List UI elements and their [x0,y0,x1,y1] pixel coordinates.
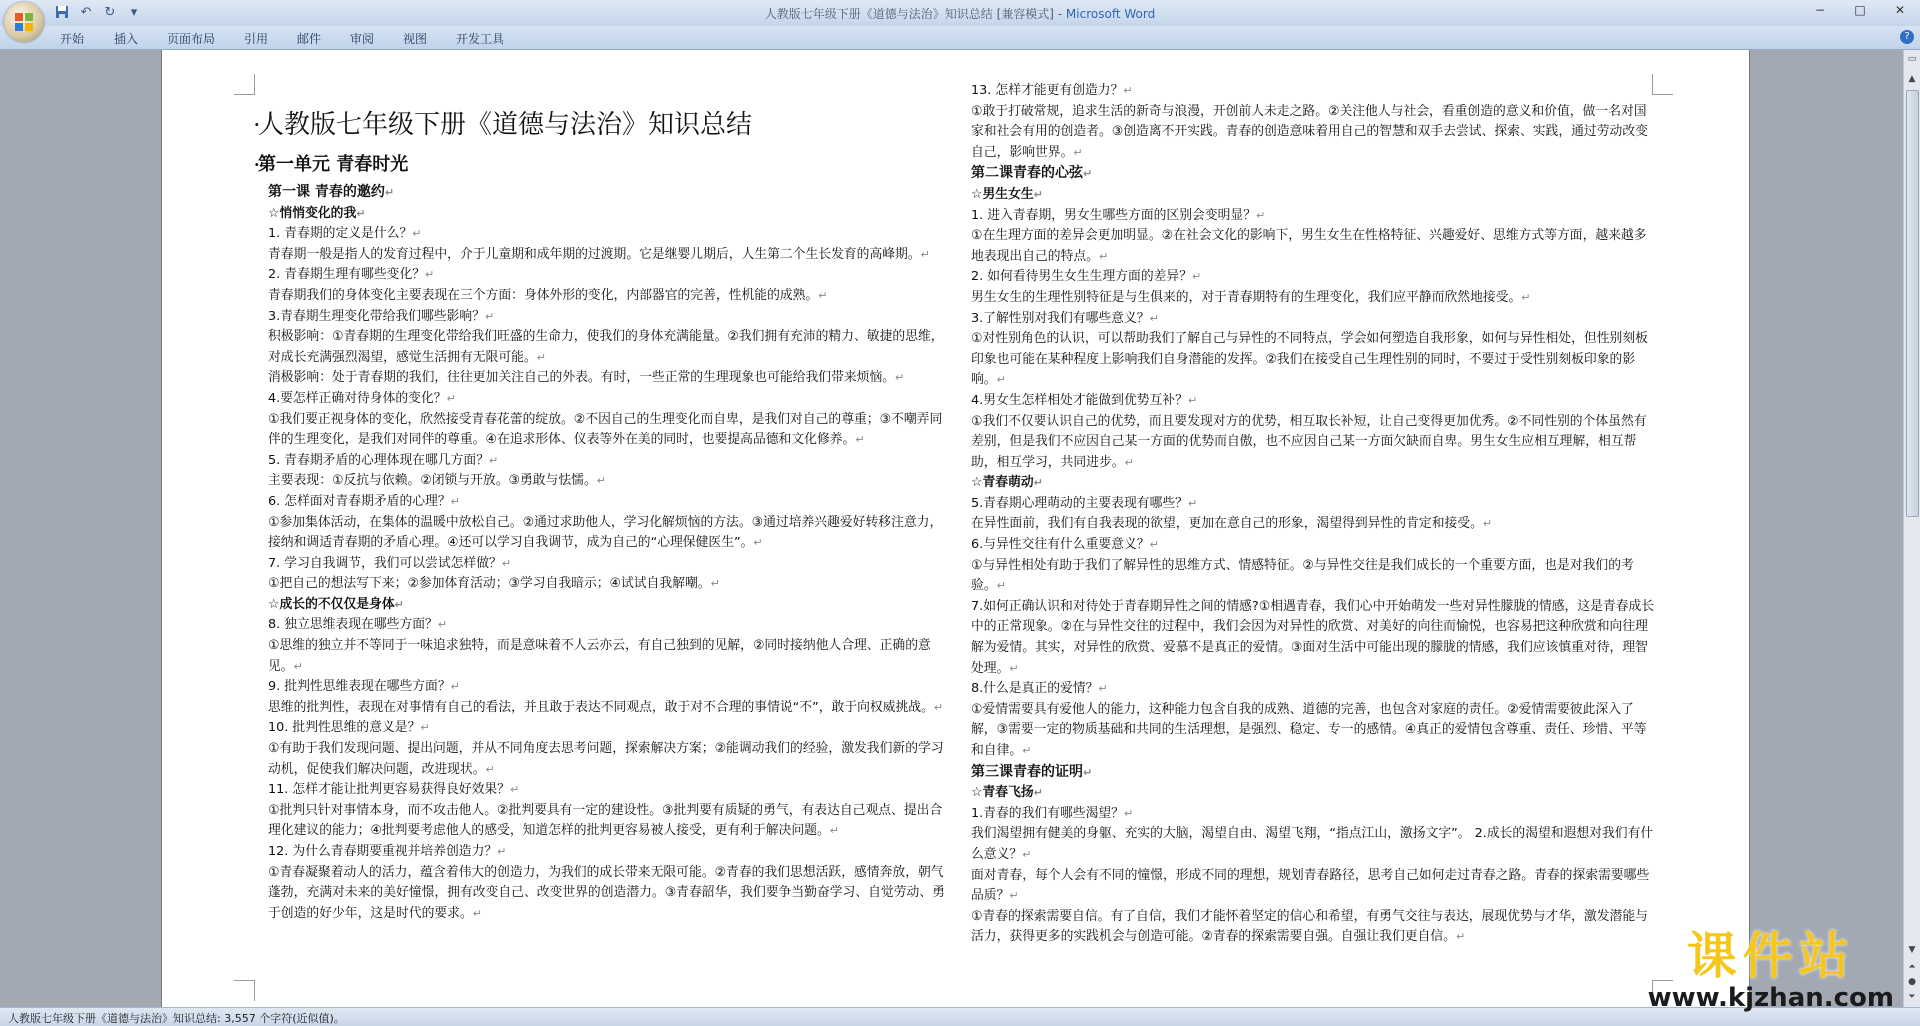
close-button[interactable]: ✕ [1894,3,1906,17]
right-column [971,81,1659,948]
paragraph-text: 在异性面前，我们有自我表现的欲望，更加在意自己的形象，渴望得到异性的肯定和接受。 [971,516,1483,532]
crop-mark-top-left [234,74,255,95]
paragraph-text: 我们渴望拥有健美的身躯、充实的大脑，渴望自由、渴望飞翔，“指点江山，激扬文字”。 2.成长的渴望和遐想对我们有什么意义？ [971,826,1654,862]
paragraph-mark-icon: ↵ [1083,167,1093,181]
paragraph-mark-icon: ↵ [1009,889,1019,903]
paragraph [971,309,1659,330]
paragraph-mark-icon: ↵ [1123,806,1134,820]
paragraph [971,804,1659,825]
paragraph [971,288,1659,309]
paragraph-text: 青春期我们的身体变化主要表现在三个方面：身体外形的变化，内部器官的完善，性机能的成熟。 [268,287,819,303]
section-heading [971,185,1659,206]
paragraph [268,615,950,636]
paragraph [971,824,1659,865]
left-column [254,102,950,924]
scroll-up-icon[interactable]: ▲ [1908,74,1916,84]
paragraph [971,267,1659,288]
paragraph [268,636,950,677]
paragraph-text: ①参加集体活动，在集体的温暖中放松自己。②通过求助他人，学习化解烦恼的方法。③通过培养兴趣爱好转移注意力，接纳和调适青春期的矛盾心理。④还可以学习自我调节，成为自己的“心理保健医生”。 [268,514,943,551]
paragraph-mark-icon: ↵ [1187,393,1198,407]
tab-insert[interactable]: 插入 [114,32,139,46]
paragraph [268,863,950,925]
paragraph [268,677,950,698]
maximize-button[interactable]: □ [1854,3,1866,17]
select-browse-object-icon[interactable]: ● [1908,977,1916,987]
paragraph-text: 面对青春，每个人会有不同的憧憬，形成不同的理想，规划青春路径，思考自己如何走过青春之路。青春的探索需要哪些品质？ [971,867,1650,904]
paragraph-text: 11. 怎样才能让批判更容易获得良好效果？ [268,782,510,798]
paragraph-text: ☆青春飞扬 [971,785,1034,801]
paragraph-mark-icon: ↵ [420,721,430,735]
paragraph-text: ①思维的独立并不等同于一味追求独特，而是意味着不人云亦云，有自己独到的见解，②同时接纳他人合理、正确的意见。 [268,638,931,674]
watermark [1648,928,1894,1012]
paragraph [268,801,950,842]
help-icon[interactable]: ? [1900,30,1914,44]
paragraph-mark-icon: ↵ [1098,249,1109,263]
scrollbar-thumb[interactable] [1906,90,1919,517]
next-page-icon[interactable]: ⏷ [1908,992,1916,1002]
paragraph-text: ☆悄悄变化的我 [268,205,357,221]
paragraph-text: 6. 怎样面对青春期矛盾的心理？ [268,493,451,509]
paragraph-mark-icon: ↵ [384,186,395,199]
paragraph [268,265,950,286]
paragraph-mark-icon: ↵ [920,247,930,261]
status-word-count[interactable]: 人教版七年级下册《道德与法治》知识总结: 3,557 个字符(近似值)。 [8,1012,345,1025]
section-heading [268,204,950,225]
paragraph [971,102,1659,164]
paragraph [268,574,950,595]
paragraph [268,389,950,410]
window-title-app: Microsoft Word [1065,7,1156,21]
paragraph [268,718,950,739]
paragraph [268,451,950,472]
ruler-toggle-icon[interactable]: ▭ [1907,54,1917,64]
office-button[interactable] [4,2,44,42]
paragraph [268,224,950,245]
paragraph [268,471,950,492]
paragraph-text: ①青春凝聚着动人的活力，蕴含着伟大的创造力，为我们的成长带来无限可能。②青春的我们思想活跃，感情奔放，朝气蓬勃，充满对未来的美好憧憬，拥有改变自己、改变世界的创造潜力。③青春韶华，我们要争当勤奋学习、自觉劳动、勇于创造的好少年，这是时代的要求。 [268,864,945,921]
paragraph-text: ①敢于打破常规，追求生活的新奇与浪漫，开创前人未走之路。②关注他人与社会，看重创造的意义和价值，做一名对国家和社会有用的创造者。③创造离不开实践。青春的创造意味着用自己的智慧和双手去尝试、探索、实践，通过劳动改变自己，影响世界。 [971,103,1648,160]
paragraph [268,327,950,368]
paragraph-text: 4.要怎样正确对待身体的变化？ [268,390,447,406]
window-title [0,5,1920,22]
redo-icon[interactable]: ↻ [104,5,116,20]
paragraph-mark-icon: ↵ [437,618,448,632]
paragraph-mark-icon: ↵ [1033,786,1043,800]
paragraph-text: 消极影响：处于青春期的我们，往往更加关注自己的外表。有时，一些正常的生理现象也可能给我们带来烦恼。 [268,370,896,386]
tab-review[interactable]: 审阅 [350,32,375,46]
paragraph-mark-icon: ↵ [1022,847,1032,861]
tab-mailings[interactable]: 邮件 [297,32,322,46]
paragraph-text: ①有助于我们发现问题、提出问题，并从不同角度去思考问题，探索解决方案；②能调动我们的经验，激发我们新的学习动机，促使我们解决问题，改进现状。 [268,741,944,777]
paragraph-mark-icon: ↵ [710,577,720,591]
left-paragraphs [258,182,950,924]
paragraph-text: 4.男女生怎样相处才能做到优势互补？ [971,392,1188,408]
paragraph-mark-icon: ↵ [356,206,366,220]
ribbon-tab-bar [0,26,1920,50]
paragraph-text: 青春期一般是指人的发育过程中，介于儿童期和成年期的过渡期。它是继婴儿期后，人生第二个生长发育的高峰期。 [268,246,921,262]
window-title-doc: 人教版七年级下册《道德与法治》知识总结 [兼容模式] - [764,7,1066,21]
paragraph-text: 男生女生的生理性别特征是与生俱来的，对于青春期特有的生理变化，我们应平静而欣然地接受。 [971,289,1522,305]
paragraph-text: 9. 批判性思维表现在哪些方面？ [268,679,451,695]
document-page[interactable] [161,50,1750,1007]
paragraph-mark-icon: ↵ [293,659,303,673]
paragraph-text: 6.与异性交往有什么重要意义？ [971,537,1150,553]
paragraph-mark-icon: ↵ [1033,476,1043,490]
paragraph-mark-icon: ↵ [472,906,482,920]
paragraph [971,494,1659,515]
paragraph-text: 13. 怎样才能更有创造力？ [971,83,1124,98]
paragraph [268,286,950,307]
paragraph [971,556,1659,597]
paragraph [971,412,1659,474]
section-heading [971,783,1659,804]
document-workspace [0,50,1904,1007]
previous-page-icon[interactable]: ⏶ [1908,962,1916,972]
paragraph-text: ①批判只针对事情本身，而不攻击他人。②批判要具有一定的建设性。③批判要有质疑的勇气，有表达自己观点、提出合理化建议的能力；④批判要考虑他人的感受，知道怎样的批判更容易被人接受，更有利于解决问题。 [268,802,943,839]
paragraph-text: 7. 学习自我调节，我们可以尝试怎样做？ [268,555,502,571]
paragraph-mark-icon: ↵ [450,494,460,508]
paragraph [971,391,1659,412]
paragraph-mark-icon: ↵ [1033,187,1043,201]
paragraph-mark-icon: ↵ [1187,496,1198,510]
paragraph [971,535,1659,556]
paragraph-text: 2. 青春期生理有哪些变化？ [268,267,426,283]
paragraph-text: ①在生理方面的差异会更加明显。②在社会文化的影响下，男生女生在性格特征、兴趣爱好、思维方式等方面，越来越多地表现出自己的特点。 [971,228,1647,264]
paragraph-mark-icon: ↵ [501,556,512,570]
save-icon[interactable] [54,5,70,21]
paragraph-text: 第三课青春的证明 [971,763,1083,780]
tab-view[interactable]: 视图 [403,32,428,46]
paragraph-text: 主要表现：①反抗与依赖。②闭锁与开放。③勇敢与怯懦。 [268,473,597,489]
paragraph [268,492,950,513]
lesson-heading [971,163,1659,185]
paragraph-mark-icon: ↵ [818,288,828,302]
paragraph-text: 积极影响：①青春期的生理变化带给我们旺盛的生命力，使我们的身体充满能量。②我们拥有充沛的精力、敏捷的思维，对成长充满强烈渴望，感觉生活拥有无限可能。 [268,329,944,365]
right-paragraphs [971,81,1659,948]
paragraph-mark-icon: ↵ [1124,455,1134,469]
paragraph-text: 思维的批判性，表现在对事情有自己的看法，并且敢于表达不同观点，敢于对不合理的事情说“不”，敢于向权威挑战。 [268,699,934,715]
paragraph [971,866,1659,907]
watermark-url: www.kjzhan.com [1647,983,1894,1013]
paragraph-text: ☆青春萌动 [971,475,1034,491]
paragraph-text: 第二课青春的心弦 [971,165,1083,182]
paragraph [268,245,950,266]
tab-references[interactable]: 引用 [244,32,269,46]
tab-home[interactable]: 开始 [60,32,85,46]
paragraph-mark-icon: ↵ [1455,930,1466,944]
paragraph [971,700,1659,762]
paragraph-mark-icon: ↵ [996,373,1006,387]
unit-title: · 第一单元 青春时光 [254,154,409,175]
paragraph-mark-icon: ↵ [1521,290,1531,304]
paragraph-mark-icon: ↵ [489,453,499,467]
paragraph-mark-icon: ↵ [1482,517,1493,531]
paragraph-mark-icon: ↵ [1256,208,1266,222]
status-bar [0,1007,1920,1026]
paragraph [268,554,950,575]
paragraph-mark-icon: ↵ [485,762,495,776]
paragraph [971,329,1659,391]
paragraph-mark-icon: ↵ [1149,538,1159,552]
paragraph-text: 1. 青春期的定义是什么？ [268,226,413,242]
paragraph-mark-icon: ↵ [536,350,546,364]
paragraph-mark-icon: ↵ [996,579,1006,593]
paragraph-text: 10. 批判性思维的意义是？ [268,720,421,736]
paragraph-mark-icon: ↵ [829,824,839,838]
paragraph-mark-icon: ↵ [425,268,435,282]
section-heading [268,595,950,616]
paragraph-mark-icon: ↵ [497,845,507,858]
paragraph-mark-icon: ↵ [1149,311,1159,325]
paragraph-text: ☆成长的不仅仅是身体 [268,596,395,612]
paragraph [268,368,950,389]
paragraph-mark-icon: ↵ [1098,682,1108,696]
paragraph-text: ①青春的探索需要自信。有了自信，我们才能怀着坚定的信心和希望，有勇气交往与表达，展现优势与才华，激发潜能与活力，获得更多的实践机会与创造可能。②青春的探索需要自强。自强让我们更自信。 [971,908,1648,945]
tab-developer[interactable]: 开发工具 [456,32,505,46]
watermark-title: 课件站 [1686,927,1855,985]
paragraph-text: 3.青春期生理变化带给我们哪些影响？ [268,308,485,324]
paragraph [971,679,1659,700]
paragraph-text: ①我们不仅要认识自己的优势，而且要发现对方的优势，相互取长补短，让自己变得更加优秀。②不同性别的个体虽然有差别，但是我们不应因自己某一方面的优势而自傲，也不应因自己某一方面欠缺而自卑。男生女生应相互理解，相互帮助，相互学习，共同进步。 [971,413,1647,470]
paragraph-text: ①我们要正视身体的变化，欣然接受青春花蕾的绽放。②不因自己的生理变化而自卑，是我们对自己的尊重；③不嘲弄同伴的生理变化，是我们对同伴的尊重。④在追求形体、仪表等外在美的同时，也要提高品德和文化修养。 [268,411,943,448]
paragraph-text: 第一课 青春的邀约 [268,184,385,200]
paragraph-mark-icon: ↵ [1009,661,1019,675]
paragraph [971,81,1659,102]
paragraph-mark-icon: ↵ [1123,84,1133,97]
paragraph-mark-icon: ↵ [1192,270,1202,284]
section-heading [971,473,1659,494]
office-logo-icon [14,12,34,32]
paragraph-text: ①与异性相处有助于我们了解异性的思维方式、情感特征。②与异性交往是我们成长的一个重要方面，也是对我们的考验。 [971,557,1634,594]
paragraph [971,597,1659,679]
title-bar [0,0,1920,26]
qat-customize-icon[interactable]: ▾ [130,5,138,20]
paragraph-mark-icon: ↵ [509,783,520,797]
crop-mark-bottom-left [234,980,255,1001]
paragraph-mark-icon: ↵ [450,680,460,694]
paragraph-text: ①把自己的想法写下来；②参加体育活动；③学习自我暗示；④试试自我解嘲。 [268,576,711,592]
scroll-down-icon[interactable]: ▼ [1908,945,1916,955]
paragraph [971,206,1659,227]
paragraph [268,513,950,554]
paragraph-mark-icon: ↵ [1022,744,1032,757]
paragraph-text: 12. 为什么青春期要重视并培养创造力？ [268,844,498,859]
paragraph [268,842,950,863]
paragraph [971,226,1659,267]
paragraph-text: 7.如何正确认识和对待处于青春期异性之间的情感?①相遇青春，我们心中开始萌发一些对异性朦胧的情感，这是青春成长中的正常现象。②在与异性交往的过程中，我们会因为对异性的欣赏、对美好的向往而愉悦，也容易把这种欣赏和向往理解为爱情。其实，对异性的欣赏、爱慕不是真正的爱情。③面对生活中可能出现的朦胧的情感，我们应该慎重对待，理智处理。 [971,598,1655,676]
paragraph [268,410,950,451]
paragraph-mark-icon: ↵ [394,597,404,611]
paragraph-mark-icon: ↵ [596,474,606,488]
document-title: · 人教版七年级下册《道德与法治》知识总结 [254,110,753,140]
vertical-scrollbar[interactable] [1903,50,1920,1007]
paragraph-mark-icon: ↵ [855,433,865,447]
minimize-button[interactable]: − [1814,3,1826,17]
paragraph [971,514,1659,535]
quick-access-toolbar [54,4,142,22]
paragraph-mark-icon: ↵ [933,700,944,714]
paragraph-mark-icon: ↵ [412,227,422,241]
paragraph-text: 1.青春的我们有哪些渴望？ [971,805,1124,821]
paragraph-text: 8. 独立思维表现在哪些方面？ [268,617,438,633]
window-controls [1800,0,1920,20]
paragraph-mark-icon: ↵ [1073,145,1083,159]
paragraph [268,739,950,780]
paragraph-mark-icon: ↵ [753,536,763,550]
tab-page-layout[interactable]: 页面布局 [167,32,216,46]
paragraph-text: ①对性别角色的认识，可以帮助我们了解自己与异性的不同特点，学会如何塑造自我形象，如何与异性相处，但性别刻板印象也可能在某种程度上影响我们自身潜能的发挥。②我们在接受自己生理性别的同时，不要过于受性别刻板印象的影响。 [971,331,1648,388]
paragraph-mark-icon: ↵ [895,371,905,385]
paragraph-text: 5. 青春期矛盾的心理体现在哪几方面？ [268,452,490,468]
paragraph-text: ①爱情需要具有爱他人的能力，这种能力包含自我的成熟、道德的完善，也包含对家庭的责任。②爱情需要彼此深入了解，③需要一定的物质基础和共同的生活理想，是强烈、稳定、专一的感情。④真正的爱情包含尊重、责任、珍惜、平等和自律。 [971,701,1647,758]
paragraph [268,780,950,801]
paragraph [268,698,950,719]
paragraph [971,907,1659,948]
paragraph-mark-icon: ↵ [484,309,495,323]
paragraph-text: 8.什么是真正的爱情？ [971,681,1099,697]
paragraph-text: 5.青春期心理萌动的主要表现有哪些？ [971,495,1188,511]
paragraph-text: ☆男生女生 [971,186,1034,202]
paragraph-text: 2. 如何看待男生女生生理方面的差异？ [971,269,1193,285]
paragraph [268,307,950,328]
undo-icon[interactable]: ↶ [80,5,92,20]
lesson-heading [971,762,1659,784]
paragraph-mark-icon: ↵ [1083,765,1093,779]
lesson-heading [268,182,950,204]
paragraph-mark-icon: ↵ [446,391,456,405]
paragraph-text: 1. 进入青春期，男女生哪些方面的区别会变明显？ [971,207,1257,223]
paragraph-text: 3.了解性别对我们有哪些意义？ [971,310,1150,326]
